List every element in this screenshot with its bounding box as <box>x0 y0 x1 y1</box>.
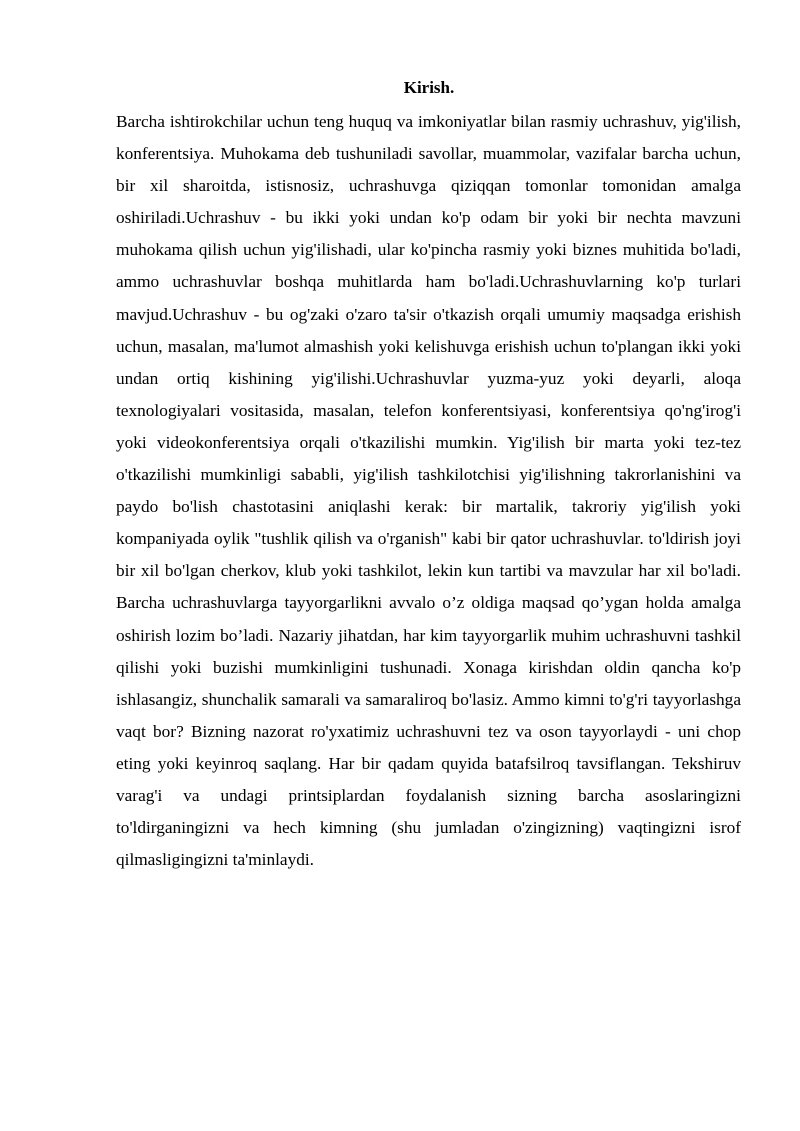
section-heading: Kirish. <box>403 78 455 97</box>
body-paragraph: Barcha ishtirokchilar uchun teng huquq va imkoniyatlar bilan rasmiy uchrashuv, yig'ilish, konferentsiya. Muhokama deb tushuniladi savollar, muammolar, vazifalar barcha uchun, bir xil sharoitda, istisnosiz, uchrashuvga qiziqqan tomonlar tomonidan amalga oshiriladi.Uchrashuv - bu ikki yoki undan ko'p odam bir yoki bir nechta mavzuni muhokama qilish uchun yig'ilishadi, ular ko'pincha rasmiy yoki biznes muhitida bo'ladi, ammo uchrashuvlar boshqa muhitlarda ham bo'ladi.Uchrashuvlarning ko'p turlari mavjud.Uchrashuv - bu og'zaki o'zaro ta'sir o'tkazish orqali umumiy maqsadga erishish uchun, masalan, ma'lumot almashish yoki kelishuvga erishish uchun to'plangan ikki yoki undan ortiq kishining yig'ilishi.Uchrashuvlar yuzma-yuz yoki deyarli, aloqa texnologiyalari vositasida, masalan, telefon konferentsiyasi, konferentsiya qo'ng'irog'i yoki videokonferentsiya orqali o'tkazilishi mumkin. Yig'ilish bir marta yoki tez-tez o'tkazilishi mumkinligi sababli, yig'ilish tashkilotchisi yig'ilishning takrorlanishini va paydo bo'lish chastotasini aniqlashi kerak: bir martalik, takroriy yig'ilish yoki kompaniyada oylik "tushlik qilish va o'rganish" kabi bir qator uchrashuvlar. to'ldirish joyi bir xil bo'lgan cherkov, klub yoki tashkilot, lekin kun tartibi va mavzular har xil bo'ladi. Barcha uchrashuvlarga tayyorgarlikni avvalo o’z oldiga maqsad qo’ygan holda amalga oshirish lozim bo’ladi. Nazariy jihatdan, har kim tayyorgarlik muhim uchrashuvni tashkil qilishi yoki buzishi mumkinligini tushunadi. Xonaga kirishdan oldin qancha ko'p ishlasangiz, shunchalik samarali va samaraliroq bo'lasiz. Ammo kimni to'g'ri tayyorlashga vaqt bor? Bizning nazorat ro'yxatimiz uchrashuvni tez va oson tayyorlaydi - uni chop eting yoki keyinroq saqlang. Har bir qadam quyida batafsilroq tavsiflangan. Tekshiruv varag'i va undagi printsiplardan foydalanish sizning barcha asoslaringizni to'ldirganingizni va hech kimning (shu jumladan o'zingizning) vaqtingizni isrof qilmasligingizni ta'minlaydi. <box>116 112 741 870</box>
